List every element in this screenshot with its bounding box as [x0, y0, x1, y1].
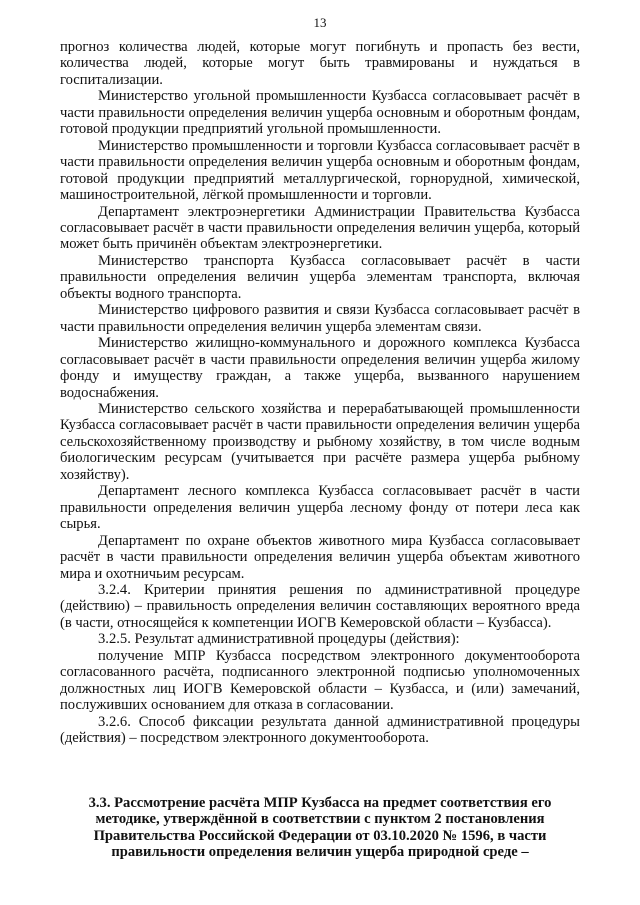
- page-number: 13: [313, 15, 327, 30]
- paragraph-3-2-6: 3.2.6. Способ фиксации результата данной административной процедуры (действия) – посредством электронного документооборота.: [60, 713, 580, 747]
- paragraph-energy-department: Департамент электроэнергетики Администрации Правительства Кузбасса согласовывает расчёт в части правильности определения величин ущерба, который может быть причинён объектам электроэнергетики.: [60, 203, 580, 253]
- paragraph-coal-ministry: Министерство угольной промышленности Кузбасса согласовывает расчёт в части правильности определения величин ущерба основным и оборотным фондам, готовой продукции предприятий угольной промышленности.: [60, 88, 580, 138]
- paragraph-wildlife-department: Департамент по охране объектов животного мира Кузбасса согласовывает расчёт в части правильности определения величин ущерба объектам животного мира и охотничьим ресурсам.: [60, 532, 580, 582]
- body-text: [60, 39, 580, 746]
- paragraph-agriculture-ministry: Министерство сельского хозяйства и перерабатывающей промышленности Кузбасса согласовывает расчёт в части правильности определения величин ущерба сельскохозяйственному производству и рыбному хозяйству, в том числе водным биологическим ресурсам (учитывается при расчёте размера ущерба рыбному хозяйству).: [60, 400, 580, 483]
- paragraph-industry-ministry: Министерство промышленности и торговли Кузбасса согласовывает расчёт в части правильности определения величин ущерба основным и оборотным фондам, готовой продукции предприятий металлургической, горнорудной, химической, машиностроительной, лёгкой промышленности и торговли.: [60, 137, 580, 204]
- paragraph-result-description: получение МПР Кузбасса посредством электронного документооборота согласованного расчёта, подписанного электронной подписью уполномоченных должностных лиц ИОГВ Кемеровской области – Кузбасса, и (или) замечаний, послуживших основанием для отказа в согласовании.: [60, 647, 580, 714]
- paragraph-transport-ministry: Министерство транспорта Кузбасса согласовывает расчёт в части правильности определения величин ущерба элементам транспорта, включая объекты водного транспорта.: [60, 252, 580, 302]
- paragraph-continuation: прогноз количества людей, которые могут погибнуть и пропасть без вести, количества людей, которые могут быть травмированы и нуждаться в госпитализации.: [60, 39, 580, 88]
- paragraph-housing-ministry: Министерство жилищно-коммунального и дорожного комплекса Кузбасса согласовывает расчёт в части правильности определения величин ущерба жилому фонду и имуществу граждан, а также ущерба, вызванного нарушением водоснабжения.: [60, 335, 580, 401]
- section-heading-3-3: 3.3. Рассмотрение расчёта МПР Кузбасса на предмет соответствия его методике, утверждённой в соответствии с пунктом 2 постановления Правительства Российской Федерации от 03.10.2020 № 1596, в части правильности определения величин ущерба природной среде –: [88, 795, 552, 861]
- paragraph-3-2-5: 3.2.5. Результат административной процедуры (действия):: [98, 631, 460, 648]
- paragraph-3-2-4: 3.2.4. Критерии принятия решения по административной процедуре (действию) – правильность определения величин составляющих вероятного вреда (в части, относящейся к компетенции ИОГВ Кемеровской области – Кузбасса).: [60, 581, 580, 631]
- paragraph-digital-ministry: Министерство цифрового развития и связи Кузбасса согласовывает расчёт в части правильности определения величин ущерба элементам связи.: [60, 302, 580, 335]
- paragraph-forest-department: Департамент лесного комплекса Кузбасса согласовывает расчёт в части правильности определения величин ущерба лесному фонду от потери леса как сырья.: [60, 483, 580, 533]
